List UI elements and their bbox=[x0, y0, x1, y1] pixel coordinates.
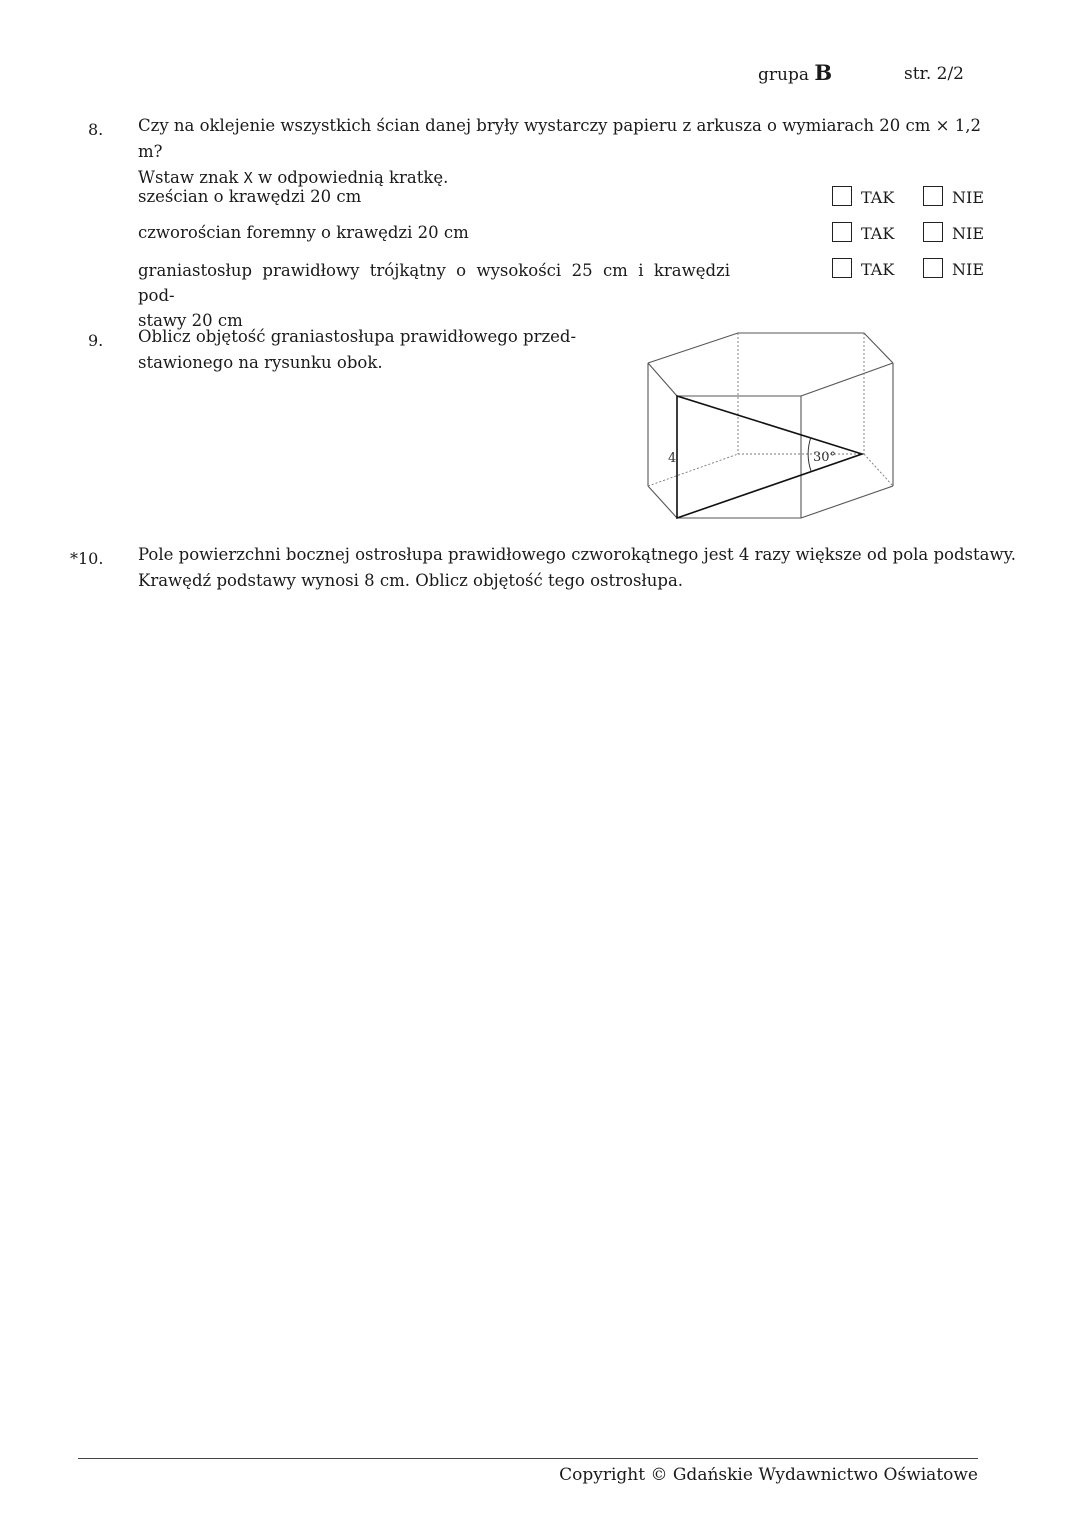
bottom-right-front-edge bbox=[801, 486, 893, 518]
q8-row3-yes-checkbox[interactable] bbox=[832, 258, 852, 278]
q8-row3-yes-label: TAK bbox=[861, 260, 895, 279]
q8-row3-no-label: NIE bbox=[952, 260, 984, 279]
q8-row2-no-checkbox[interactable] bbox=[923, 222, 943, 242]
q8-text bbox=[138, 113, 998, 191]
page-number: str. 2/2 bbox=[904, 64, 964, 84]
bottom-left-front-edge bbox=[648, 486, 677, 518]
hidden-bottom-back-left bbox=[648, 454, 738, 486]
height-label: 4 bbox=[668, 451, 677, 466]
footer-divider bbox=[78, 1458, 978, 1459]
top-right-front-edge bbox=[801, 363, 893, 396]
q8-row1-yes-checkbox[interactable] bbox=[832, 186, 852, 206]
footer-copyright: Copyright © Gdańskie Wydawnictwo Oświatowe bbox=[559, 1465, 978, 1485]
q8-row1-label: sześcian o krawędzi 20 cm bbox=[138, 187, 362, 206]
q9-number: 9. bbox=[88, 331, 104, 350]
q9-text-line1: Oblicz objętość graniastosłupa prawidłowego przed- bbox=[138, 327, 577, 346]
q9-text bbox=[138, 324, 578, 376]
top-left-front-edge bbox=[648, 363, 677, 396]
group-label: grupa bbox=[758, 65, 809, 85]
q8-row3-label-line1: graniastosłup prawidłowy trójkątny o wysokości 25 cm i krawędzi pod- bbox=[138, 261, 730, 305]
q10-number: *10. bbox=[70, 549, 104, 568]
q8-row2-label: czworościan foremny o krawędzi 20 cm bbox=[138, 223, 469, 242]
hexagonal-prism-figure bbox=[640, 326, 902, 526]
q8-row2-no-label: NIE bbox=[952, 224, 984, 243]
q8-text-line1: Czy na oklejenie wszystkich ścian danej bryły wystarczy papieru z arkusza o wymiarach 20 cm × 1,2 m? bbox=[138, 116, 981, 161]
group-letter: B bbox=[814, 60, 833, 85]
mark-x: X bbox=[243, 169, 253, 187]
angle-label: 30° bbox=[813, 450, 837, 465]
q8-row3-label bbox=[138, 258, 730, 333]
hidden-bottom-back-right bbox=[864, 454, 893, 486]
q10-text-line2: Krawędź podstawy wynosi 8 cm. Oblicz objętość tego ostrosłupa. bbox=[138, 571, 684, 590]
q8-number: 8. bbox=[88, 120, 104, 139]
q8-row1-no-checkbox[interactable] bbox=[923, 186, 943, 206]
q10-text bbox=[138, 542, 1018, 594]
q8-row3-no-checkbox[interactable] bbox=[923, 258, 943, 278]
q9-text-line2: stawionego na rysunku obok. bbox=[138, 353, 383, 372]
q8-row2-yes-checkbox[interactable] bbox=[832, 222, 852, 242]
top-hexagon-back bbox=[648, 333, 893, 363]
q8-row1-no-label: NIE bbox=[952, 188, 984, 207]
header-group bbox=[758, 60, 832, 85]
q8-row2-yes-label: TAK bbox=[861, 224, 895, 243]
q8-row3-label-line2: stawy 20 cm bbox=[138, 311, 243, 330]
q8-row1-yes-label: TAK bbox=[861, 188, 895, 207]
q8-text-line2: Wstaw znak X w odpowiednią kratkę. bbox=[138, 168, 449, 187]
q10-text-line1: Pole powierzchni bocznej ostrosłupa prawidłowego czworokątnego jest 4 razy większe od pola podstawy. bbox=[138, 545, 1016, 564]
